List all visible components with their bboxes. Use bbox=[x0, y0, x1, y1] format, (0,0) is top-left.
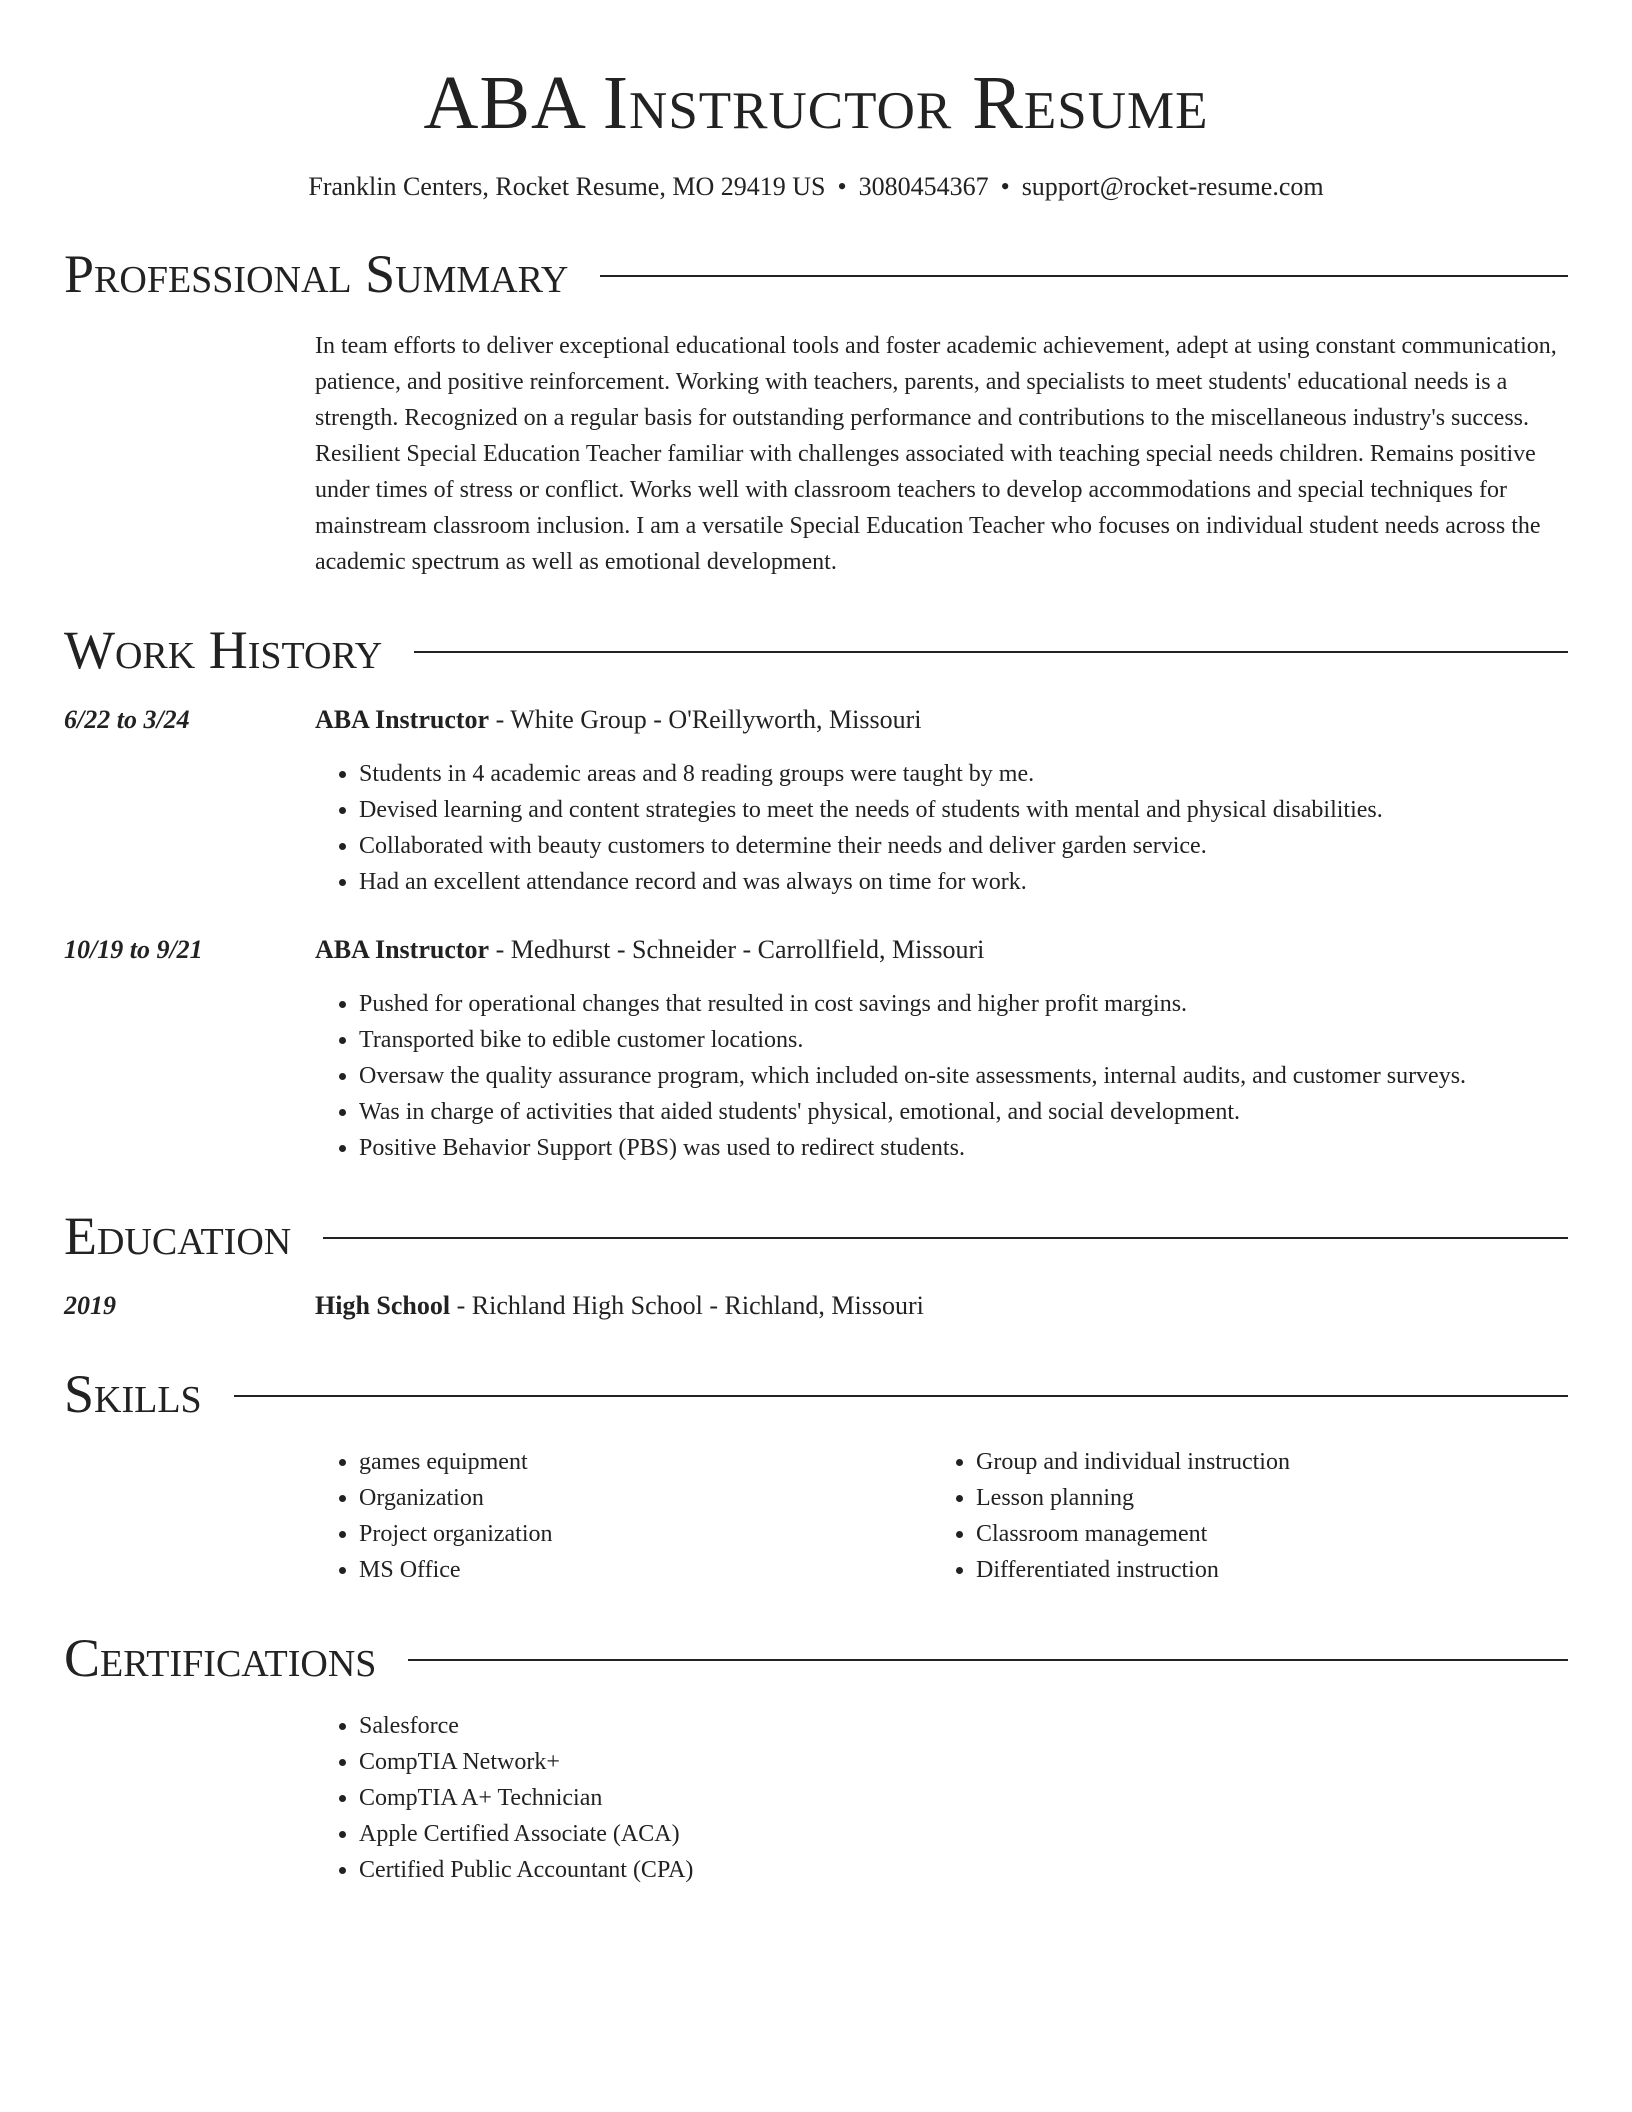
list-item: • Collaborated with beauty customers to determine their needs and deliver garden service. bbox=[359, 828, 1568, 864]
job-title: ABA Instructor bbox=[315, 705, 490, 734]
education-year: 2019 bbox=[64, 1291, 116, 1320]
job-employer: - Medhurst - Schneider - Carrollfield, Missouri bbox=[489, 935, 985, 964]
education-school: - Richland High School - Richland, Missouri bbox=[450, 1291, 924, 1320]
list-item: • Apple Certified Associate (ACA) bbox=[359, 1816, 1568, 1852]
list-item: • Organization bbox=[359, 1480, 932, 1516]
list-item: • Lesson planning bbox=[976, 1480, 1549, 1516]
education-line bbox=[315, 1288, 924, 1324]
section-divider bbox=[408, 1659, 1568, 1661]
list-item: • Was in charge of activities that aided students' physical, emotional, and social development. bbox=[359, 1094, 1568, 1130]
job-dates: 10/19 to 9/21 bbox=[64, 935, 203, 964]
list-item: • Pushed for operational changes that resulted in cost savings and higher profit margins. bbox=[359, 986, 1568, 1022]
certifications-heading: Certifications bbox=[64, 1628, 377, 1688]
job-dates: 6/22 to 3/24 bbox=[64, 705, 190, 734]
list-item: • Positive Behavior Support (PBS) was used to redirect students. bbox=[359, 1130, 1568, 1166]
list-item: • CompTIA Network+ bbox=[359, 1744, 1568, 1780]
section-divider bbox=[234, 1395, 1568, 1397]
job-bullets bbox=[315, 986, 1568, 1166]
skills-column-right bbox=[932, 1444, 1549, 1588]
list-item: • Devised learning and content strategies to meet the needs of students with mental and physical disabilities. bbox=[359, 792, 1568, 828]
resume-title: ABA Instructor Resume bbox=[423, 61, 1209, 145]
skills-section-heading bbox=[64, 1364, 1568, 1424]
contact-address: Franklin Centers, Rocket Resume, MO 29419 US bbox=[308, 172, 826, 201]
contact-separator: • bbox=[837, 172, 847, 201]
work-section-heading bbox=[64, 620, 1568, 680]
list-item: • Group and individual instruction bbox=[976, 1444, 1549, 1480]
summary-heading: Professional Summary bbox=[64, 244, 569, 304]
resume-page bbox=[64, 0, 1568, 1888]
list-item: • Had an excellent attendance record and was always on time for work. bbox=[359, 864, 1568, 900]
list-item: • Transported bike to edible customer locations. bbox=[359, 1022, 1568, 1058]
skills-column-left bbox=[315, 1444, 932, 1588]
contact-separator: • bbox=[1000, 172, 1010, 201]
job-entry bbox=[64, 932, 1568, 1166]
job-title: ABA Instructor bbox=[315, 935, 490, 964]
section-divider bbox=[414, 651, 1568, 653]
work-heading: Work History bbox=[64, 620, 383, 680]
contact-phone: 3080454367 bbox=[858, 172, 989, 201]
contact-line bbox=[64, 170, 1568, 204]
list-item: • Certified Public Accountant (CPA) bbox=[359, 1852, 1568, 1888]
summary-text: In team efforts to deliver exceptional educational tools and foster academic achievement, adept at using constant communication, patience, and positive reinforcement. Working with teachers, parents, and specialists to meet students' educational needs is a strength. Recognized on a regular basis for outstanding performance and contributions to the miscellaneous industry's success. Resilient Special Education Teacher familiar with challenges associated with teaching special needs children. Remains positive under times of stress or conflict. Works well with classroom teachers to develop accommodations and special techniques for mainstream classroom inclusion. I am a versatile Special Education Teacher who focuses on individual student needs across the academic spectrum as well as emotional development. bbox=[315, 333, 1557, 575]
list-item: • Differentiated instruction bbox=[976, 1552, 1549, 1588]
list-item: • games equipment bbox=[359, 1444, 932, 1480]
contact-email: support@rocket-resume.com bbox=[1021, 172, 1324, 201]
job-bullets bbox=[315, 756, 1568, 900]
list-item: • CompTIA A+ Technician bbox=[359, 1780, 1568, 1816]
job-title-line bbox=[315, 932, 984, 968]
list-item: • Students in 4 academic areas and 8 reading groups were taught by me. bbox=[359, 756, 1568, 792]
skills-heading: Skills bbox=[64, 1364, 202, 1424]
list-item: • Project organization bbox=[359, 1516, 932, 1552]
list-item: • Salesforce bbox=[359, 1708, 1568, 1744]
skills-list bbox=[315, 1444, 1568, 1588]
list-item: • Oversaw the quality assurance program, which included on-site assessments, internal audits, and customer surveys. bbox=[359, 1058, 1568, 1094]
certifications-section-heading bbox=[64, 1628, 1568, 1688]
list-item: • Classroom management bbox=[976, 1516, 1549, 1552]
summary-section-heading bbox=[64, 244, 1568, 304]
job-employer: - White Group - O'Reillyworth, Missouri bbox=[489, 705, 922, 734]
education-degree: High School bbox=[315, 1291, 451, 1320]
job-title-line bbox=[315, 702, 922, 738]
job-entry bbox=[64, 702, 1568, 900]
education-entry bbox=[64, 1288, 1568, 1324]
education-heading: Education bbox=[64, 1206, 292, 1266]
section-divider bbox=[600, 275, 1568, 277]
certifications-list bbox=[315, 1708, 1568, 1888]
section-divider bbox=[323, 1237, 1568, 1239]
list-item: • MS Office bbox=[359, 1552, 932, 1588]
education-section-heading bbox=[64, 1206, 1568, 1266]
